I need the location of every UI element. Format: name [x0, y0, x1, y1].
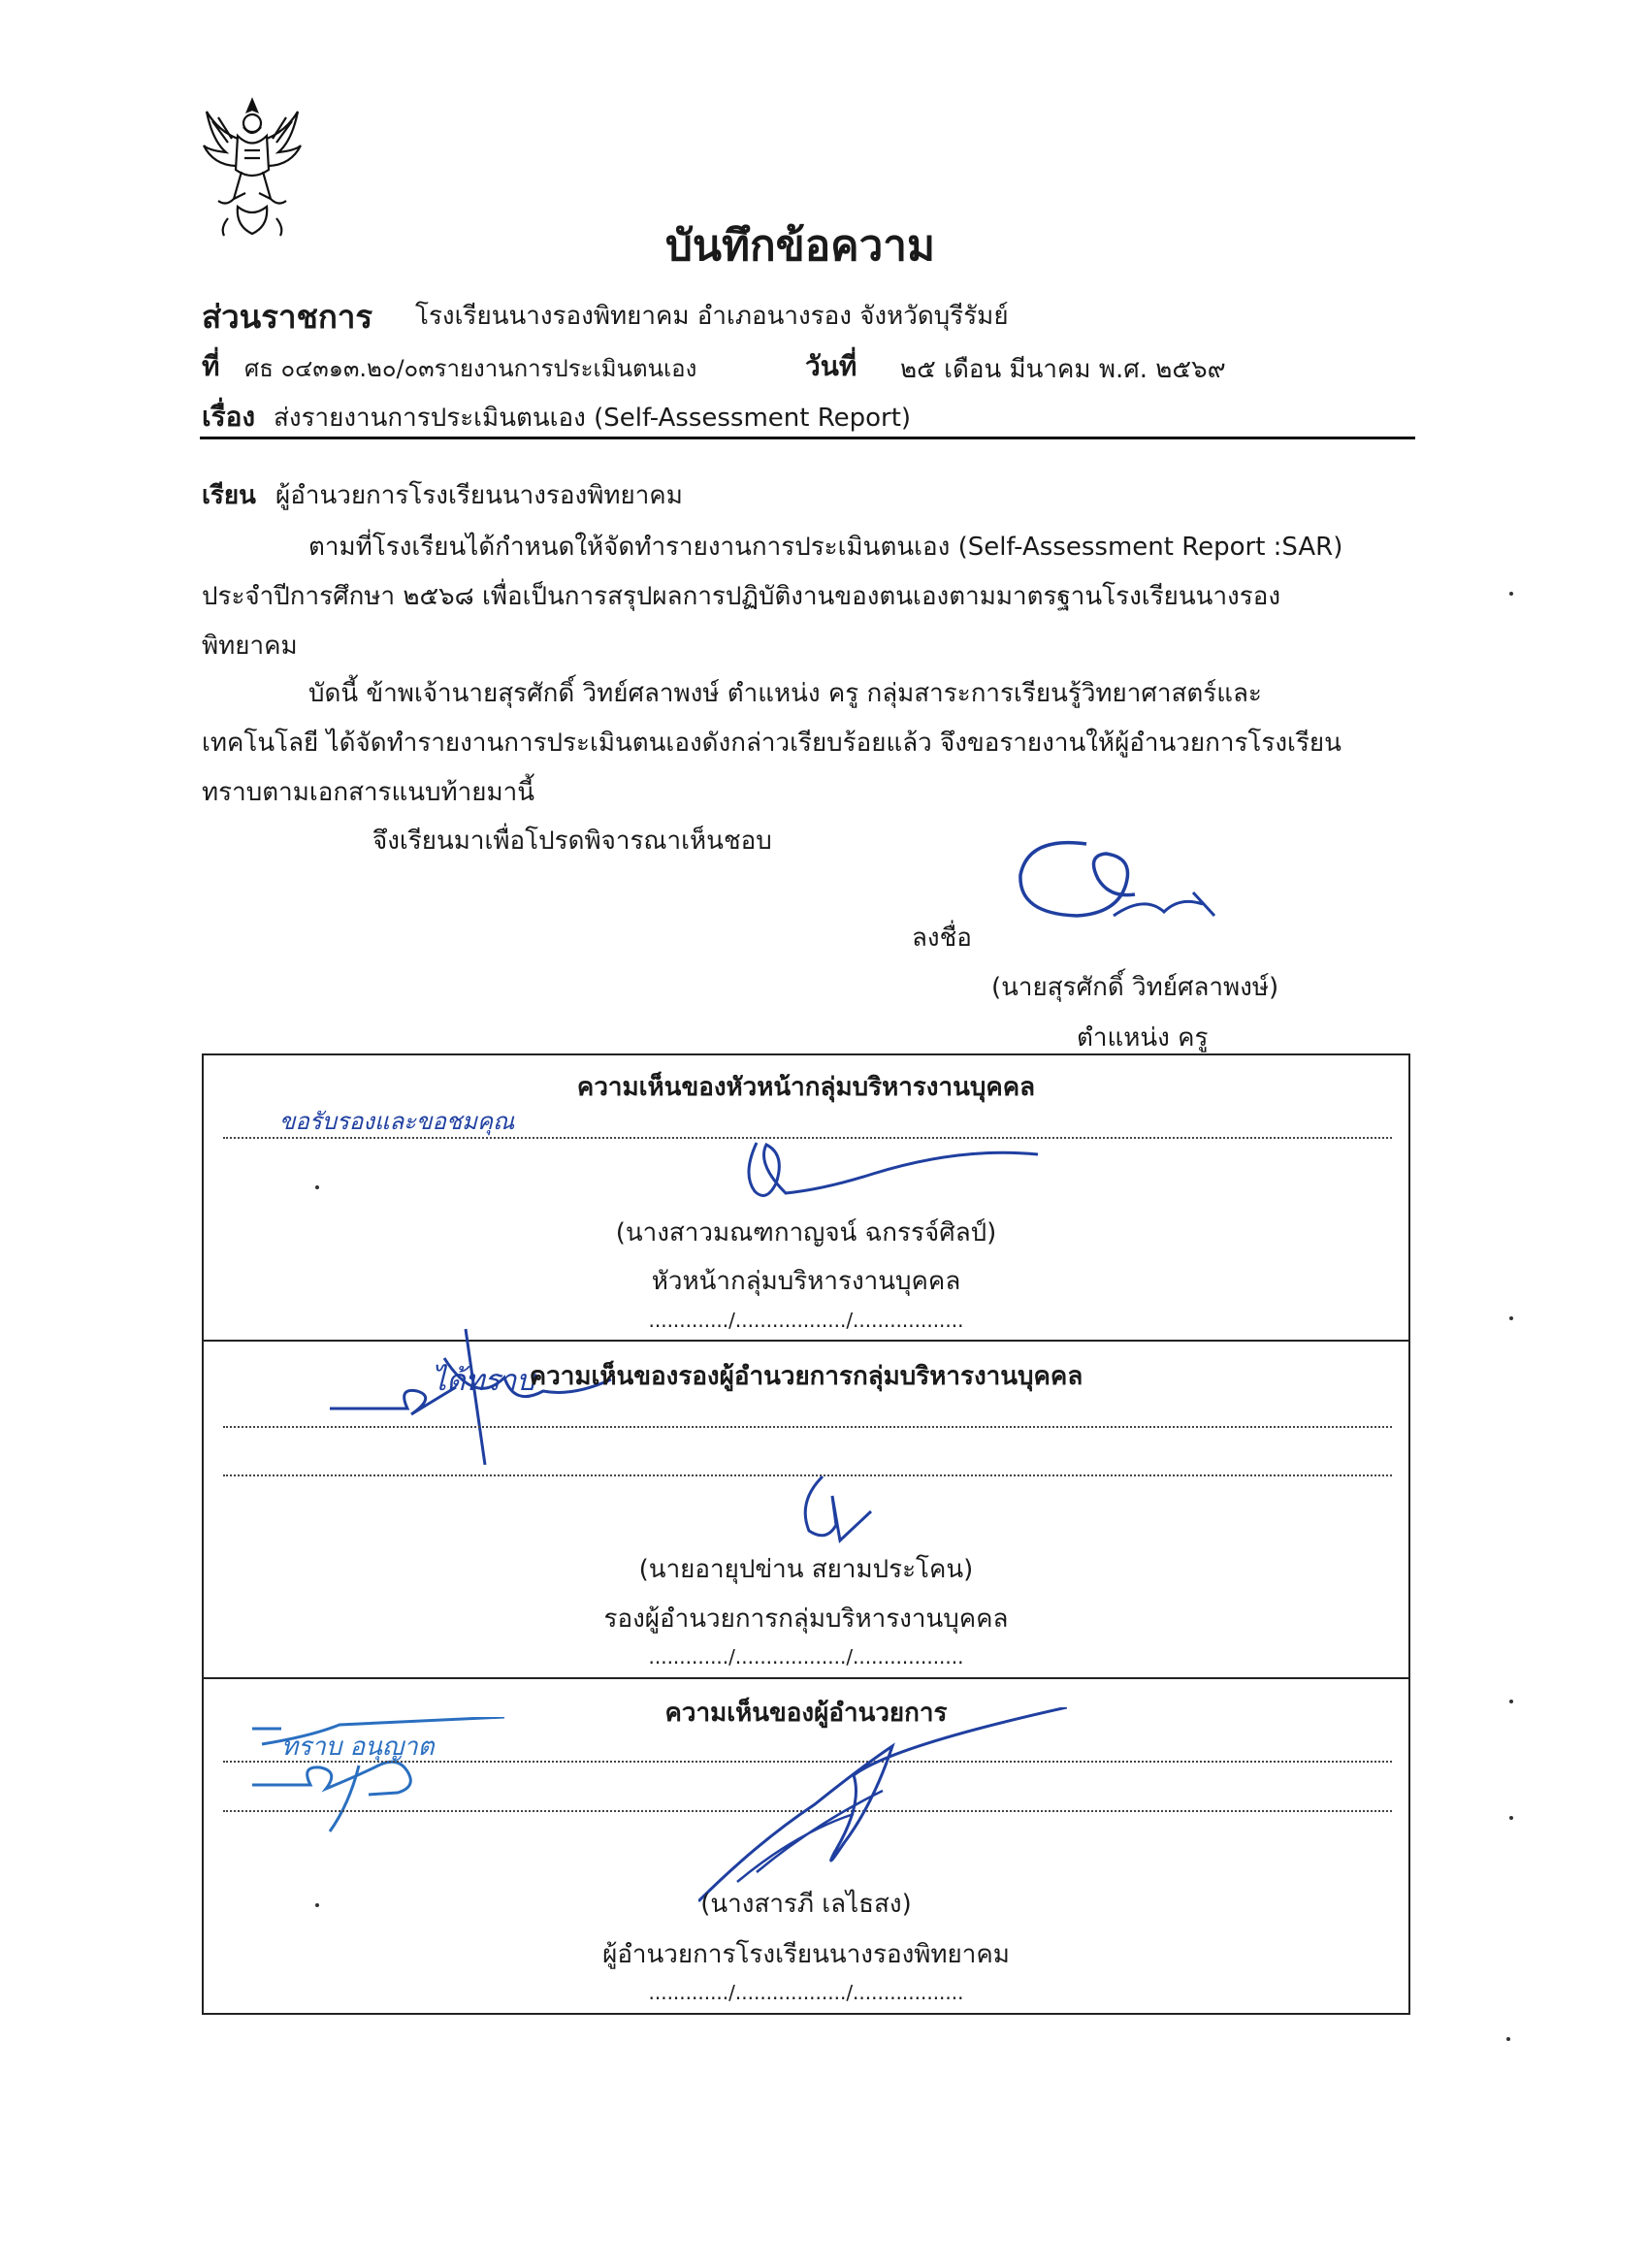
section-position: ผู้อำนวยการโรงเรียนนางรองพิทยาคม	[602, 1940, 1010, 1969]
sign-label: ลงชื่อ	[912, 923, 972, 953]
scan-speck	[315, 1903, 319, 1907]
scan-speck	[1509, 1316, 1513, 1320]
section-name: (นางสาวมณฑกาญจน์ ฉกรรจ์ศิลป์)	[615, 1218, 997, 1247]
section-name: (นางสารภี เลไธสง)	[700, 1890, 912, 1919]
body-line: พิทยาคม	[202, 632, 298, 661]
body-line: ประจำปีการศึกษา ๒๕๖๘ เพื่อเป็นการสรุปผลการปฏิบัติงานของตนเองตามมาตรฐานโรงเรียนนางรอง	[202, 582, 1281, 611]
section-heading: ความเห็นของผู้อำนวยการ	[664, 1699, 948, 1728]
signer-position: ตำแหน่ง ครู	[1077, 1023, 1209, 1053]
signer-signature	[1009, 836, 1232, 947]
body-line: ทราบตามเอกสารแนบท้ายมานี้	[202, 778, 535, 807]
agency-value: โรงเรียนนางรองพิทยาคม อำเภอนางรอง จังหวัดบุรีรัมย์	[415, 302, 1009, 331]
scan-speck	[315, 1185, 319, 1189]
scan-speck	[1509, 1816, 1513, 1820]
body-line: เทคโนโลยี ได้จัดทำรายงานการประเมินตนเองดังกล่าวเรียบร้อยแล้ว จึงขอรายงานให้ผู้อำนวยการโรงเรียน	[202, 729, 1342, 758]
date-label: วันที่	[805, 350, 857, 382]
to-label: เรียน	[202, 481, 256, 510]
section-position: รองผู้อำนวยการกลุ่มบริหารงานบุคคล	[603, 1604, 1009, 1634]
agency-label: ส่วนราชการ	[202, 298, 373, 336]
subject-value: ส่งรายงานการประเมินตนเอง (Self-Assessment Report)	[274, 404, 912, 433]
section-position: หัวหน้ากลุ่มบริหารงานบุคคล	[651, 1267, 961, 1296]
section-handwriting-mark	[252, 1717, 504, 1843]
section-comment: ได้ทราบ	[432, 1364, 535, 1398]
garuda-emblem-icon	[199, 92, 306, 243]
section-heading: ความเห็นของรองผู้อำนวยการกลุ่มบริหารงานบุคคล	[529, 1362, 1083, 1391]
section-comment: ทราบ อนุญาต	[281, 1733, 435, 1762]
comment-line	[223, 1426, 1392, 1428]
section-signature-mark	[793, 1473, 890, 1550]
body-line: บัดนี้ ข้าพเจ้านายสุรศักดิ์ วิทย์ศลาพงษ์ ตำแหน่ง ครู กลุ่มสาระการเรียนรู้วิทยาศาสตร์และ	[308, 679, 1262, 708]
signer-signature-mark	[1009, 836, 1232, 943]
subject-label: เรื่อง	[202, 401, 256, 433]
section-handwriting	[252, 1717, 504, 1847]
section-signature-mark	[698, 1707, 1067, 1911]
section-signature-mark	[737, 1135, 1057, 1213]
section-name: (นายอายุปข่าน สยามประโคน)	[638, 1555, 974, 1584]
section-heading: ความเห็นของหัวหน้ากลุ่มบริหารงานบุคคล	[576, 1073, 1036, 1102]
scan-speck	[1509, 592, 1513, 596]
section-date-blank: ............./................../..................	[648, 1981, 964, 2004]
memo-title: บันทึกข้อความ	[665, 221, 936, 271]
scan-speck	[1506, 2037, 1510, 2041]
header-divider	[200, 437, 1415, 439]
closing-line: จึงเรียนมาเพื่อโปรดพิจารณาเห็นชอบ	[372, 826, 772, 856]
scan-speck	[1509, 1700, 1513, 1703]
section-signature	[793, 1473, 890, 1554]
section-comment: ขอรับรองและขอชมคุณ	[279, 1108, 515, 1135]
to-value: ผู้อำนวยการโรงเรียนนางรองพิทยาคม	[275, 481, 683, 510]
body-line: ตามที่โรงเรียนได้กำหนดให้จัดทำรายงานการประเมินตนเอง (Self-Assessment Report :SAR)	[308, 533, 1343, 562]
date-value: ๒๕ เดือน มีนาคม พ.ศ. ๒๕๖๙	[900, 355, 1226, 384]
signer-name: (นายสุรศักดิ์ วิทย์ศลาพงษ์)	[991, 973, 1279, 1002]
ref-label: ที่	[202, 350, 220, 382]
section-date-blank: ............./................../..................	[648, 1645, 964, 1669]
section-date-blank: ............./................../..................	[648, 1309, 964, 1332]
ref-number: ศธ ๐๔๓๑๓.๒๐/๐๓รายงานการประเมินตนเอง	[244, 355, 697, 382]
section-signature	[737, 1135, 1057, 1216]
